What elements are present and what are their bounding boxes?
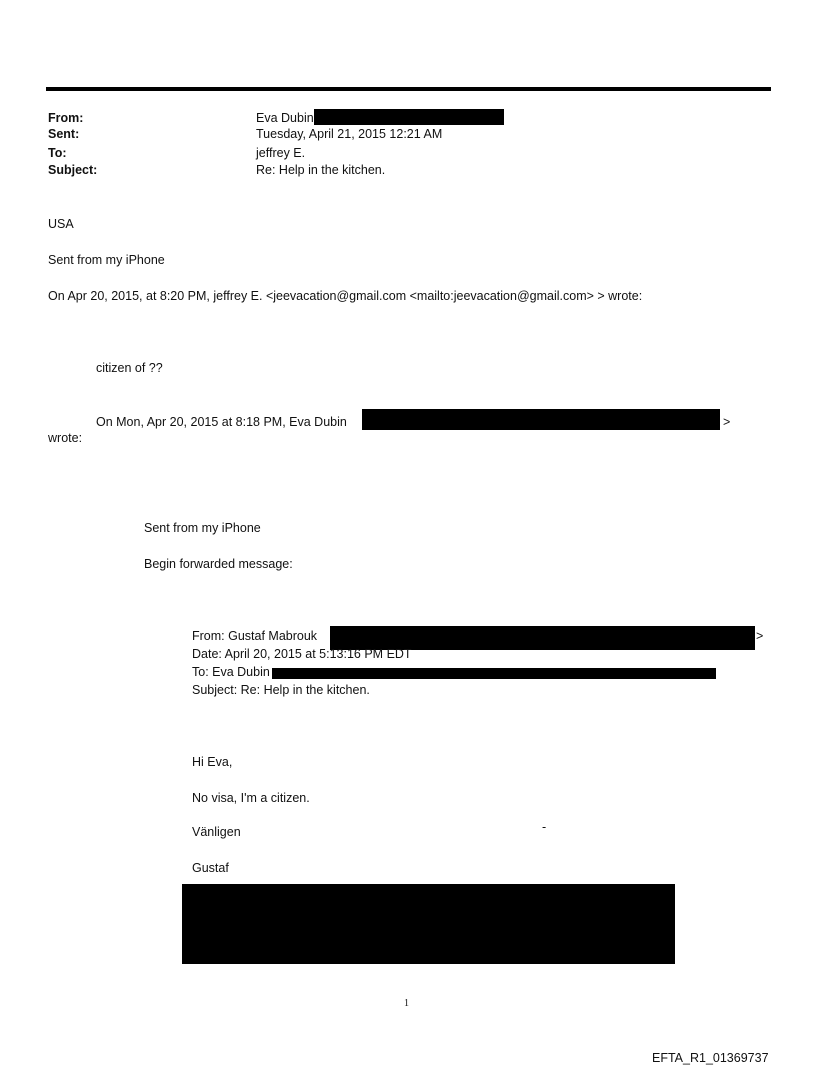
fwd-to: To: Eva Dubin <box>192 665 270 679</box>
msg-signoff: Vänligen <box>192 825 241 839</box>
body-begin-forwarded: Begin forwarded message: <box>144 557 293 571</box>
body-quote-header-2: On Mon, Apr 20, 2015 at 8:18 PM, Eva Dubin <box>96 415 347 429</box>
body-wrote: wrote: <box>48 431 83 445</box>
body-sent-iphone: Sent from my iPhone <box>48 253 165 267</box>
to-value: jeffrey E. <box>256 146 306 160</box>
redaction-fwd-to <box>272 668 716 679</box>
sent-label: Sent: <box>48 127 80 141</box>
to-label: To: <box>48 146 67 160</box>
header-rule <box>46 87 771 91</box>
page-number: 1 <box>404 998 409 1009</box>
redaction-email-2 <box>362 409 720 430</box>
body-citizen-question: citizen of ?? <box>96 361 163 375</box>
body-quote-header-2-tail: > <box>723 415 731 429</box>
msg-greeting: Hi Eva, <box>192 755 233 769</box>
fwd-date: Date: April 20, 2015 at 5:13:16 PM EDT <box>192 647 412 661</box>
msg-text: No visa, I'm a citizen. <box>192 791 310 805</box>
body-sent-iphone-2: Sent from my iPhone <box>144 521 261 535</box>
from-value: Eva Dubin <box>256 111 314 125</box>
redaction-signature-block <box>182 884 675 964</box>
redaction-from-email <box>314 109 504 125</box>
subject-label: Subject: <box>48 163 98 177</box>
from-label: From: <box>48 111 84 125</box>
fwd-from: From: Gustaf Mabrouk <box>192 629 318 643</box>
fwd-subject: Subject: Re: Help in the kitchen. <box>192 683 370 697</box>
fwd-from-tail: > <box>756 629 764 643</box>
msg-name: Gustaf <box>192 861 229 875</box>
sent-value: Tuesday, April 21, 2015 12:21 AM <box>256 127 443 141</box>
body-quote-header: On Apr 20, 2015, at 8:20 PM, jeffrey E. <jeevacation@gmail.com <mailto:jeevacation@gmail.com> > wrote: <box>48 289 643 303</box>
bates-number: EFTA_R1_01369737 <box>652 1051 769 1065</box>
msg-dash: - <box>542 820 547 834</box>
body-usa: USA <box>48 217 74 231</box>
subject-value: Re: Help in the kitchen. <box>256 163 386 177</box>
